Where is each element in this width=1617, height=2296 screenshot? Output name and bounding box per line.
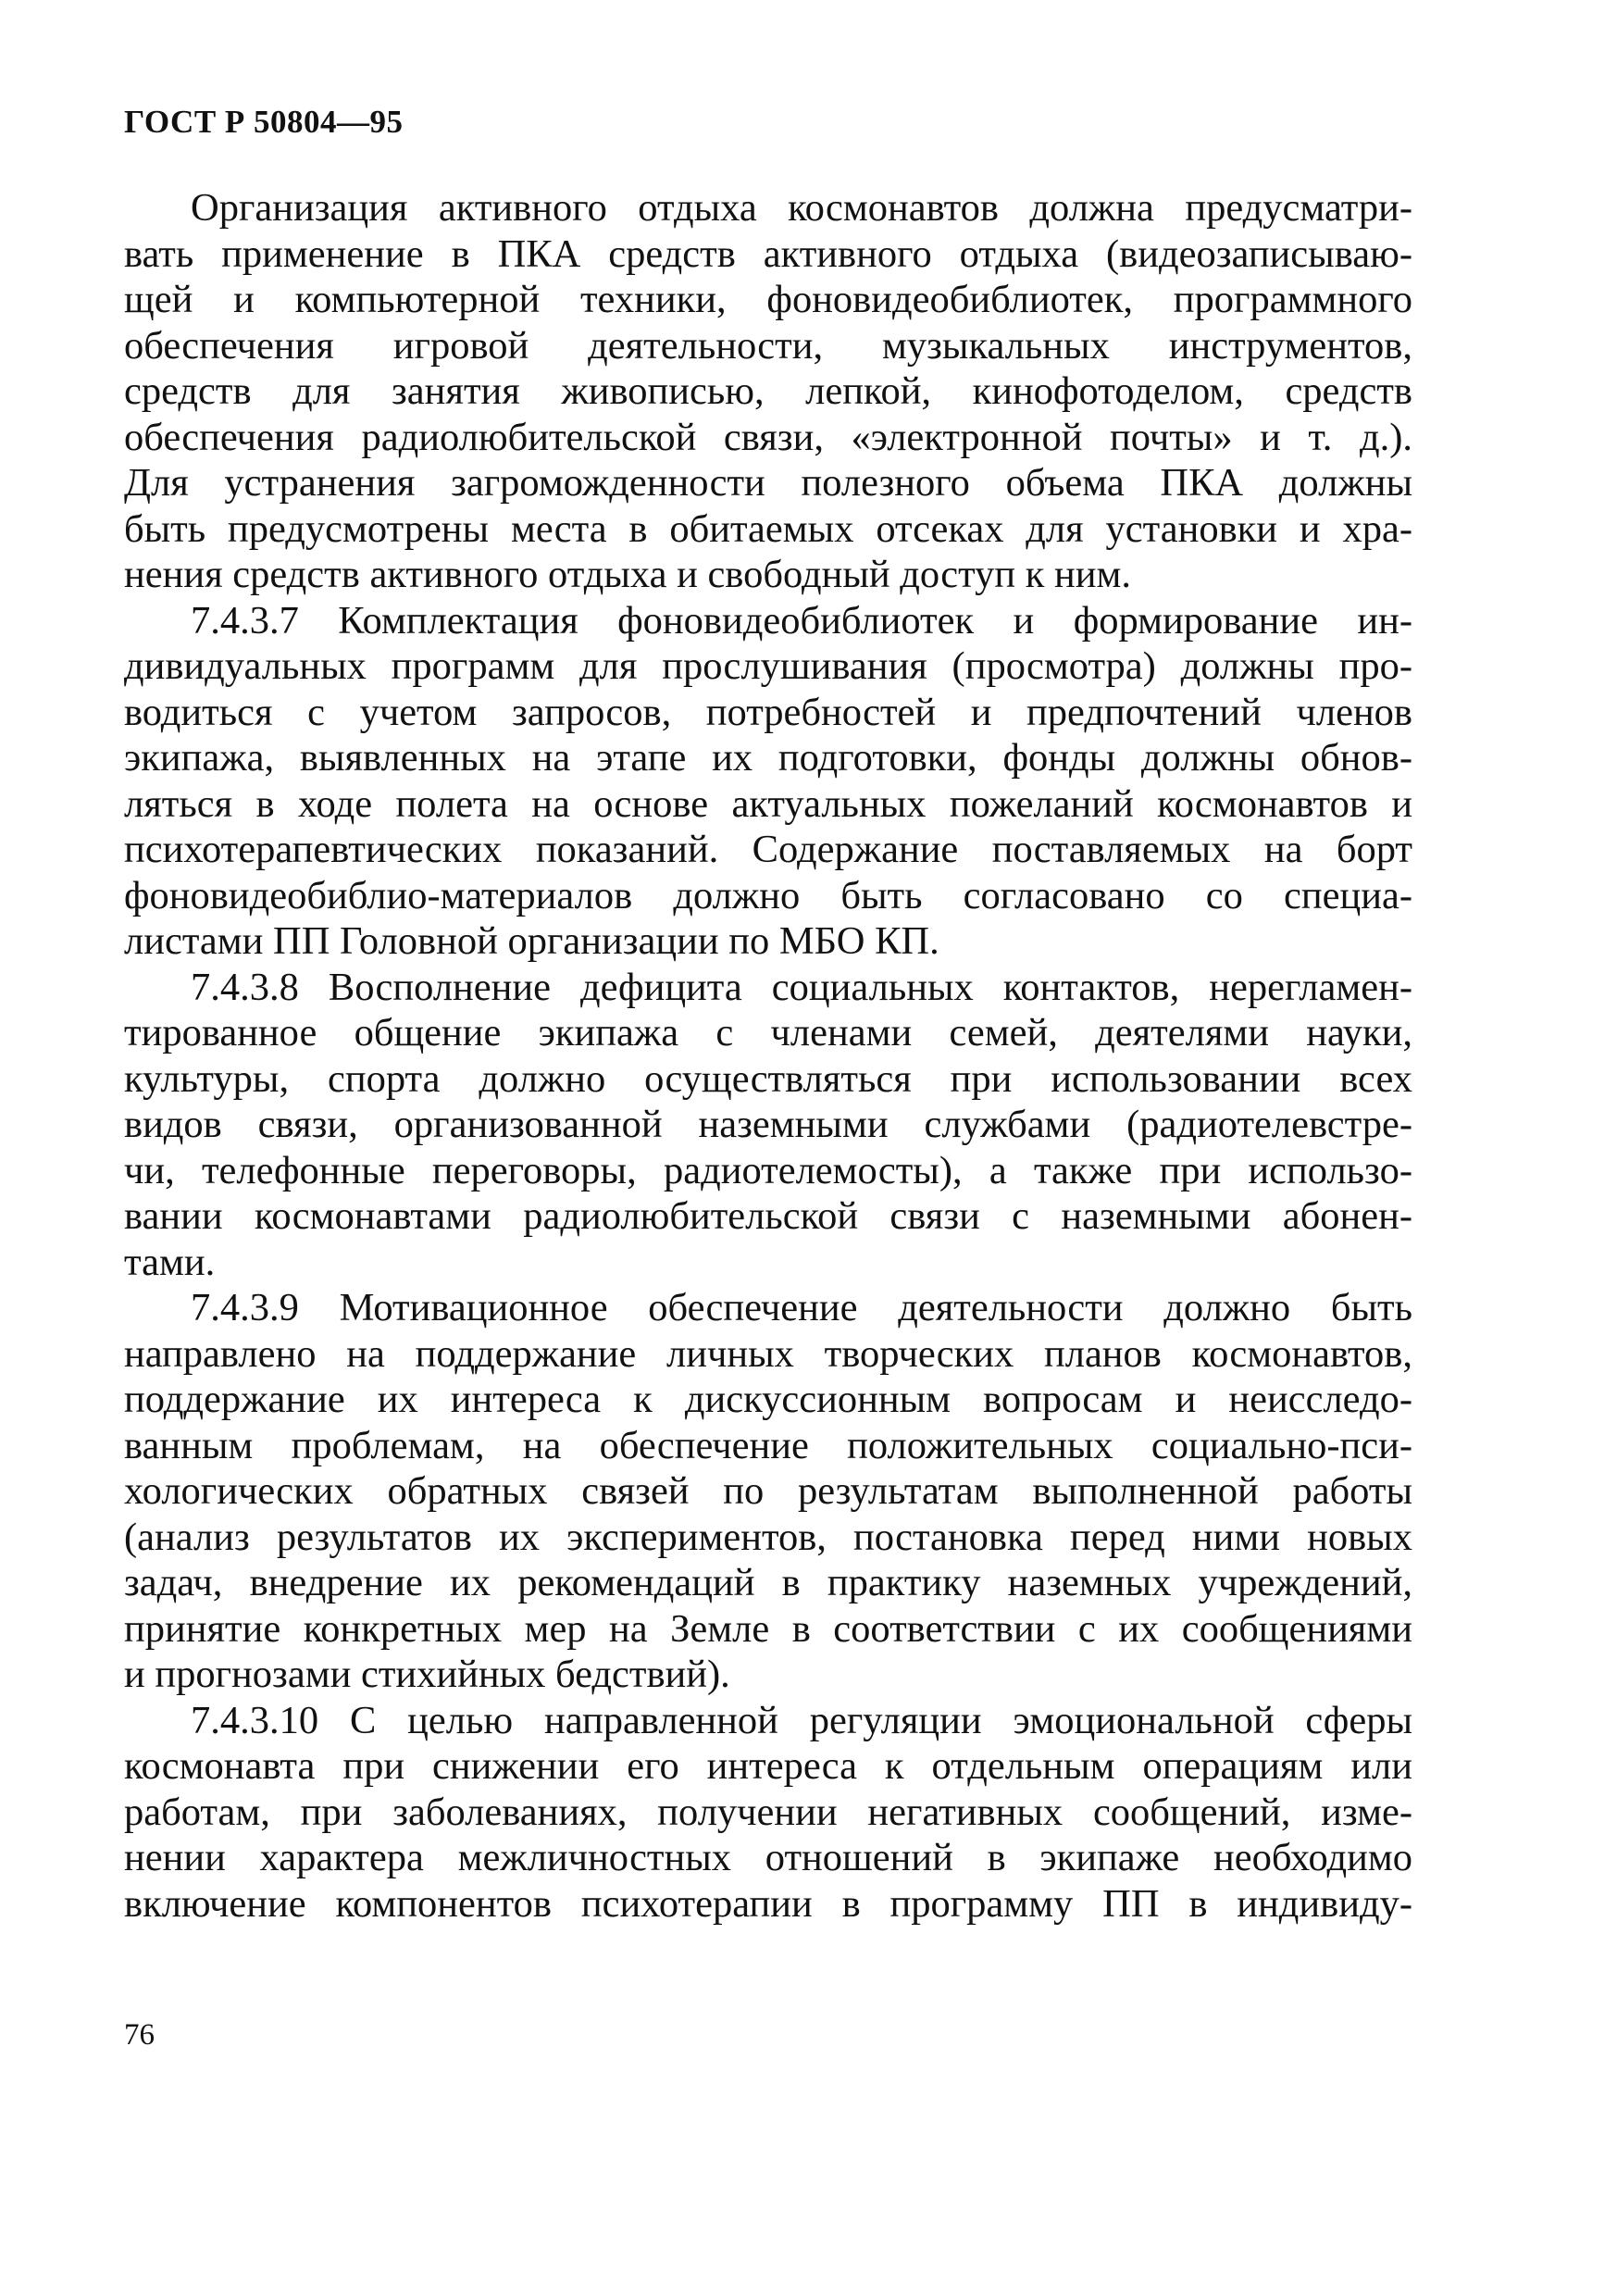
text-line: принятие конкретных мер на Земле в соответствии с их сообщениями — [124, 1606, 1412, 1651]
text-line: 7.4.3.8 Восполнение дефицита социальных контактов, нерегламен- — [191, 965, 1412, 1009]
paragraph-7-4-3-9 — [124, 1285, 1412, 1698]
text-line: щей и компьютерной техники, фоновидеобиблиотек, программного — [124, 278, 1412, 321]
text-line: 7.4.3.7 Комплектация фоновидеобиблиотек и формирование ин- — [191, 598, 1412, 643]
text-line: космонавта при снижении его интереса к отдельным операциям или — [124, 1744, 1412, 1788]
text-line: чи, телефонные переговоры, радиотелемосты), а также при использо- — [124, 1148, 1412, 1192]
text-line: обеспечения игровой деятельности, музыкальных инструментов, — [124, 323, 1412, 368]
text-line: направлено на поддержание личных творческих планов космонавтов, — [124, 1331, 1412, 1376]
text-line: культуры, спорта должно осуществляться при использовании всех — [124, 1056, 1412, 1101]
text-line: Организация активного отдыха космонавтов должна предусматри- — [191, 186, 1412, 230]
paragraph-active-rest — [124, 185, 1412, 598]
text-line: ляться в ходе полета на основе актуальных пожеланий космонавтов и — [124, 781, 1412, 826]
text-line: водиться с учетом запросов, потребностей и предпочтений членов — [124, 690, 1412, 734]
text-line: быть предусмотрены места в обитаемых отсеках для установки и хра- — [124, 506, 1412, 551]
text-line: включение компонентов психотерапии в программу ПП в индивиду- — [124, 1881, 1412, 1926]
text-line: нения средств активного отдыха и свободный доступ к ним. — [124, 553, 1131, 596]
text-line: нении характера межличностных отношений в экипаже необходимо — [124, 1836, 1412, 1879]
paragraph-7-4-3-10 — [124, 1698, 1412, 1928]
text-line: Для устранения загроможденности полезного объема ПКА должны — [124, 461, 1412, 505]
body-text — [124, 185, 1412, 1927]
text-line: ванным проблемам, на обеспечение положительных социально-пси- — [124, 1423, 1412, 1467]
text-line: и прогнозами стихийных бедствий). — [124, 1653, 730, 1696]
text-line: дивидуальных программ для прослушивания (просмотра) должны про- — [124, 644, 1412, 688]
text-line: экипажа, выявленных на этапе их подготовки, фонды должны обнов- — [124, 736, 1412, 780]
text-line: видов связи, организованной наземными службами (радиотелевстре- — [124, 1103, 1412, 1146]
paragraph-7-4-3-8 — [124, 965, 1412, 1286]
text-line: средств для занятия живописью, лепкой, кинофотоделом, средств — [124, 369, 1412, 413]
text-line: (анализ результатов их экспериментов, постановка перед ними новых — [124, 1515, 1412, 1559]
text-line: психотерапевтических показаний. Содержание поставляемых на борт — [124, 828, 1412, 871]
text-line: тированное общение экипажа с членами семей, деятелями науки, — [124, 1011, 1412, 1054]
text-line: вать применение в ПКА средств активного отдыха (видеозаписываю- — [124, 231, 1412, 276]
text-line: вании космонавтами радиолюбительской связи с наземными абонен- — [124, 1194, 1412, 1238]
document-code-header: ГОСТ Р 50804—95 — [124, 104, 404, 140]
text-line: поддержание их интереса к дискуссионным вопросам и неисследо- — [124, 1378, 1412, 1421]
text-line: работам, при заболеваниях, получении негативных сообщений, изме- — [124, 1790, 1412, 1834]
text-line: 7.4.3.10 С целью направленной регуляции эмоциональной сферы — [191, 1698, 1412, 1742]
text-line: 7.4.3.9 Мотивационное обеспечение деятельности должно быть — [191, 1286, 1412, 1329]
text-line: фоновидеобиблио-материалов должно быть согласовано со специа- — [124, 873, 1412, 917]
text-line: листами ПП Головной организации по МБО КП. — [124, 919, 939, 963]
text-line: обеспечения радиолюбительской связи, «электронной почты» и т. д.). — [124, 415, 1412, 459]
paragraph-7-4-3-7 — [124, 598, 1412, 965]
text-line: хологических обратных связей по результатам выполненной работы — [124, 1469, 1412, 1513]
text-line: тами. — [124, 1240, 216, 1284]
page-number: 76 — [124, 2018, 155, 2052]
text-line: задач, внедрение их рекомендаций в практику наземных учреждений, — [124, 1561, 1412, 1604]
